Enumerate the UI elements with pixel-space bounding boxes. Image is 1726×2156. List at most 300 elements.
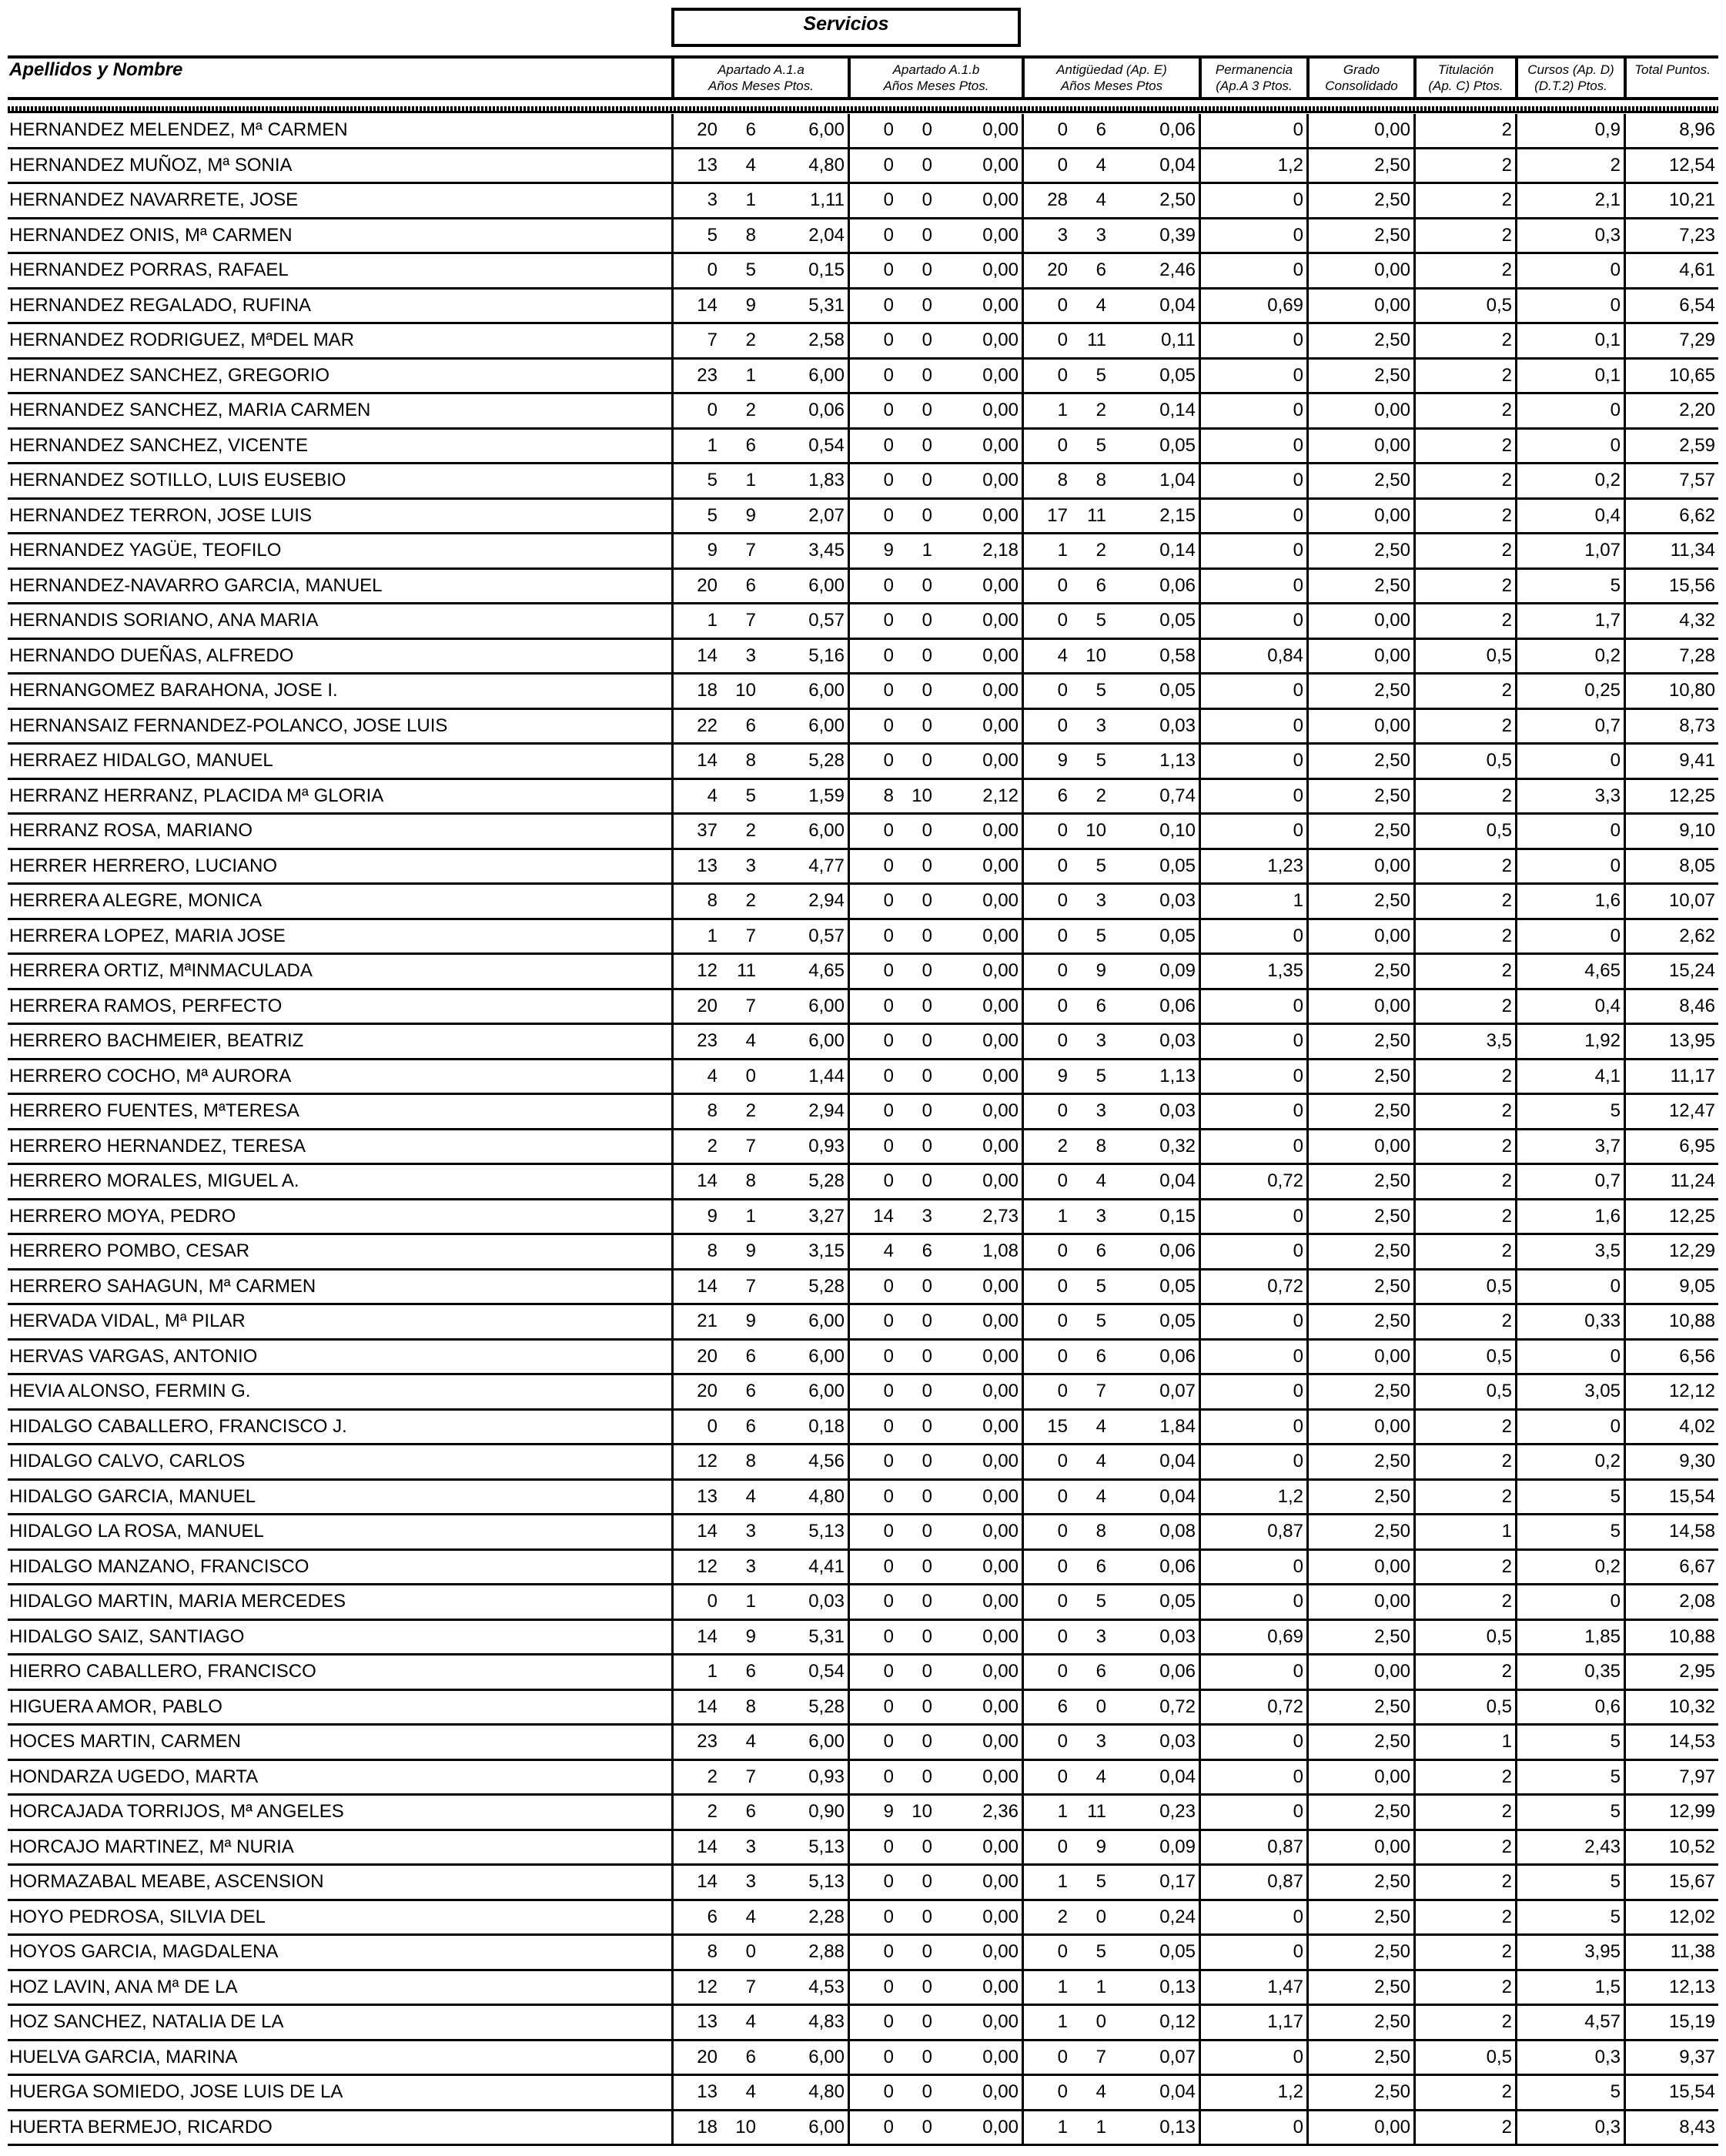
column-divider: [1306, 360, 1309, 393]
header-grado-line2: Consolidado: [1325, 79, 1398, 93]
column-divider: [1306, 430, 1309, 463]
table-row: [8, 1551, 1718, 1586]
cell-a1a-points: 5,28: [808, 1170, 845, 1191]
cell-ant-years: 0: [1057, 1170, 1068, 1191]
cell-a1a-months: 6: [745, 2046, 756, 2067]
cell-grado: 0,00: [1374, 855, 1410, 876]
cell-cursos: 1,5: [1594, 1976, 1621, 1997]
column-divider: [1624, 184, 1626, 217]
cell-ant-years: 4: [1057, 644, 1068, 666]
cell-grado: 0,00: [1374, 925, 1410, 946]
cell-total: 7,97: [1679, 1766, 1715, 1787]
table-row: [8, 464, 1718, 500]
cell-total: 9,10: [1679, 820, 1715, 841]
cell-ant-years: 0: [1057, 1030, 1068, 1051]
cell-permanencia: 0: [1293, 1906, 1303, 1927]
column-divider: [1515, 1025, 1517, 1058]
column-divider: [671, 1726, 674, 1759]
cell-a1a-years: 3: [707, 189, 717, 210]
cell-a1a-months: 2: [745, 1100, 756, 1121]
column-divider: [1022, 1831, 1024, 1864]
header-permanencia: [1202, 59, 1306, 97]
cell-titulacion: 2: [1501, 1801, 1512, 1822]
cell-a1b-months: 0: [922, 330, 932, 350]
column-divider: [671, 1621, 674, 1654]
cell-ant-months: 4: [1095, 1485, 1106, 1507]
column-divider: [1515, 675, 1517, 708]
cell-total: 4,61: [1679, 259, 1715, 280]
cell-grado: 2,50: [1374, 364, 1410, 386]
cell-a1a-years: 1: [707, 610, 717, 631]
cell-cursos: 0: [1610, 1275, 1621, 1297]
header-titulacion: [1417, 59, 1515, 97]
column-divider: [671, 1866, 674, 1899]
column-divider: [1306, 1656, 1309, 1689]
cell-permanencia: 0: [1293, 574, 1303, 596]
header-perm-line1: Permanencia: [1215, 62, 1293, 77]
cell-cursos: 0: [1610, 1345, 1621, 1367]
cell-ant-years: 0: [1057, 2046, 1068, 2067]
cell-ant-points: 0,05: [1159, 1275, 1196, 1297]
cell-a1a-years: 9: [707, 1205, 717, 1227]
cell-ant-points: 0,14: [1159, 540, 1196, 561]
cell-a1a-months: 10: [735, 2116, 756, 2138]
cell-a1b-points: 0,00: [982, 1100, 1019, 1121]
cell-a1a-months: 2: [745, 890, 756, 911]
column-divider: [1413, 394, 1416, 427]
cell-a1a-years: 5: [707, 224, 717, 246]
cell-a1b-years: 0: [883, 224, 894, 246]
column-divider: [1306, 1585, 1309, 1619]
column-divider: [1624, 1901, 1626, 1934]
column-divider: [1199, 1025, 1201, 1058]
cell-total: 6,95: [1679, 1135, 1715, 1157]
cell-a1b-years: 0: [883, 574, 894, 596]
cell-a1b-months: 0: [922, 995, 932, 1016]
cell-ant-years: 0: [1057, 1625, 1068, 1647]
column-divider: [1199, 1621, 1201, 1654]
cell-a1b-points: 0,00: [982, 1415, 1019, 1437]
column-divider: [1624, 745, 1626, 778]
cell-grado: 2,50: [1374, 1205, 1410, 1227]
cell-cursos: 0,2: [1594, 644, 1621, 666]
cell-a1b-years: 0: [883, 1451, 894, 1471]
cell-a1a-points: 2,28: [808, 1906, 845, 1927]
table-row: [8, 500, 1718, 535]
cell-permanencia: 0,84: [1267, 644, 1303, 666]
column-divider: [1624, 1515, 1626, 1548]
cell-total: 11,34: [1670, 540, 1715, 561]
column-divider: [1413, 990, 1416, 1023]
column-divider: [1199, 1375, 1201, 1408]
cell-ant-points: 0,03: [1159, 1731, 1196, 1752]
header-name: Apellidos y Nombre: [9, 59, 183, 80]
column-divider: [1413, 1761, 1416, 1794]
cell-permanencia: 0,72: [1267, 1275, 1303, 1297]
column-divider: [1022, 1270, 1024, 1304]
cell-ant-points: 0,03: [1159, 1030, 1196, 1051]
column-divider: [1306, 2111, 1309, 2144]
column-divider: [1515, 1621, 1517, 1654]
cell-a1a-years: 2: [707, 1801, 717, 1822]
cell-ant-points: 2,50: [1159, 189, 1196, 210]
column-divider: [1413, 675, 1416, 708]
column-divider: [1022, 394, 1024, 427]
cell-permanencia: 0: [1293, 2116, 1303, 2138]
cell-titulacion: 1: [1501, 1731, 1512, 1752]
cell-a1a-months: 6: [745, 574, 756, 596]
table-row: [8, 2111, 1718, 2147]
cell-a1a-years: 4: [707, 785, 717, 806]
cell-titulacion: 2: [1501, 610, 1512, 631]
column-divider: [1306, 1866, 1309, 1899]
column-divider: [1413, 1235, 1416, 1268]
cell-ant-points: 2,15: [1159, 504, 1196, 526]
cell-permanencia: 0: [1293, 1415, 1303, 1437]
cell-ant-months: 5: [1095, 750, 1106, 771]
cell-a1a-months: 6: [745, 434, 756, 456]
cell-a1a-years: 8: [707, 1240, 717, 1261]
cell-a1b-points: 0,00: [982, 1661, 1019, 1682]
column-divider: [1199, 1656, 1201, 1689]
cell-a1b-points: 0,00: [982, 925, 1019, 946]
column-divider: [1022, 2111, 1024, 2144]
cell-a1a-months: 1: [745, 470, 756, 490]
cell-a1a-points: 4,80: [808, 1485, 845, 1507]
column-divider: [1515, 1971, 1517, 2004]
column-divider: [1624, 464, 1626, 497]
cell-a1b-months: 0: [922, 1906, 932, 1927]
cell-a1a-points: 0,03: [808, 1591, 845, 1612]
cell-a1b-points: 0,00: [982, 294, 1019, 316]
cell-a1b-years: 9: [883, 540, 894, 561]
cell-ant-years: 1: [1057, 1205, 1068, 1227]
cell-ant-months: 4: [1095, 1766, 1106, 1787]
cell-total: 12,25: [1668, 1205, 1715, 1227]
column-divider: [1413, 500, 1416, 533]
cell-a1a-months: 6: [745, 715, 756, 736]
cell-a1b-points: 0,00: [982, 2116, 1019, 2138]
column-divider: [1515, 2041, 1517, 2074]
cell-grado: 2,50: [1374, 154, 1410, 176]
cell-a1b-months: 0: [922, 1381, 932, 1401]
column-divider: [1199, 1761, 1201, 1794]
cell-a1a-points: 1,44: [808, 1065, 845, 1086]
cell-a1b-months: 0: [922, 1976, 932, 1997]
cell-name: HERNANDEZ ONIS, Mª CARMEN: [9, 224, 293, 246]
column-divider: [1306, 780, 1309, 813]
cell-a1a-points: 0,06: [808, 400, 845, 420]
cell-a1a-points: 5,13: [808, 1521, 845, 1542]
cell-total: 2,59: [1679, 434, 1715, 456]
cell-a1a-months: 8: [745, 1170, 756, 1191]
cell-grado: 0,00: [1374, 2116, 1410, 2138]
cell-permanencia: 0: [1293, 1766, 1303, 1787]
column-divider: [1413, 1691, 1416, 1724]
column-divider: [1624, 114, 1626, 147]
cell-a1b-years: 0: [883, 855, 894, 876]
cell-name: HIDALGO CABALLERO, FRANCISCO J.: [9, 1415, 347, 1437]
column-divider: [848, 1270, 850, 1304]
column-divider: [848, 1585, 850, 1619]
cell-a1b-points: 0,00: [982, 1625, 1019, 1647]
column-divider: [1199, 1235, 1201, 1268]
column-divider: [1199, 114, 1201, 147]
cell-a1b-points: 0,00: [982, 2011, 1019, 2032]
table-row: [8, 1866, 1718, 1901]
table-row: [8, 360, 1718, 395]
cell-ant-points: 0,74: [1159, 785, 1196, 806]
column-divider: [848, 1656, 850, 1689]
column-divider: [1624, 1936, 1626, 1969]
cell-a1b-points: 0,00: [982, 715, 1019, 736]
cell-titulacion: 2: [1501, 715, 1512, 736]
cell-a1b-years: 0: [883, 1170, 894, 1191]
table-row: [8, 1936, 1718, 1971]
cell-titulacion: 0,5: [1486, 2046, 1512, 2067]
cell-ant-months: 5: [1095, 680, 1106, 701]
cell-grado: 2,50: [1374, 1030, 1410, 1051]
cell-titulacion: 2: [1501, 1766, 1512, 1787]
column-divider: [848, 500, 850, 533]
cell-cursos: 0: [1610, 1415, 1621, 1437]
table-row: [8, 394, 1718, 430]
cell-permanencia: 0: [1293, 1240, 1303, 1261]
column-divider: [1624, 219, 1626, 253]
cell-a1b-months: 0: [922, 1415, 932, 1437]
cell-total: 15,67: [1668, 1871, 1715, 1892]
column-divider: [1199, 324, 1201, 357]
column-divider: [1022, 184, 1024, 217]
column-divider: [1306, 640, 1309, 673]
column-divider: [1022, 1936, 1024, 1969]
cell-a1a-points: 5,31: [808, 294, 845, 316]
column-divider: [1515, 114, 1517, 147]
column-divider: [1413, 2041, 1416, 2074]
cell-a1a-points: 5,28: [808, 1696, 845, 1717]
column-divider: [1022, 675, 1024, 708]
column-divider: [1199, 534, 1201, 567]
cell-ant-years: 0: [1057, 1345, 1068, 1367]
column-divider: [1199, 1200, 1201, 1234]
cell-a1b-years: 0: [883, 1100, 894, 1121]
cell-a1b-years: 0: [883, 644, 894, 666]
column-divider: [1515, 745, 1517, 778]
cell-titulacion: 2: [1501, 1415, 1512, 1437]
cell-permanencia: 1,23: [1267, 855, 1303, 876]
cell-cursos: 5: [1610, 574, 1621, 596]
cell-cursos: 0,7: [1594, 1170, 1621, 1191]
column-divider: [1413, 1656, 1416, 1689]
cell-ant-months: 8: [1095, 470, 1106, 490]
column-divider: [1022, 1585, 1024, 1619]
cell-a1a-months: 8: [745, 224, 756, 246]
cell-a1b-months: 0: [922, 119, 932, 140]
cell-a1a-months: 7: [745, 1275, 756, 1297]
cell-total: 10,32: [1668, 1696, 1715, 1717]
column-divider: [1022, 1515, 1024, 1548]
column-divider: [1624, 1551, 1626, 1584]
column-divider: [848, 604, 850, 638]
column-divider: [671, 604, 674, 638]
cell-a1b-years: 0: [883, 960, 894, 981]
cell-a1a-years: 22: [697, 715, 717, 736]
cell-ant-points: 0,04: [1159, 1451, 1196, 1471]
cell-name: HORMAZABAL MEABE, ASCENSION: [9, 1871, 324, 1892]
header-cursos: [1518, 59, 1624, 97]
column-divider: [848, 570, 850, 603]
cell-permanencia: 0: [1293, 224, 1303, 246]
cell-grado: 2,50: [1374, 820, 1410, 841]
cell-a1b-points: 0,00: [982, 1591, 1019, 1612]
cell-a1b-points: 0,00: [982, 820, 1019, 841]
header-tit-line2: (Ap. C) Ptos.: [1428, 79, 1504, 93]
column-divider: [1022, 885, 1024, 918]
column-divider: [1306, 1411, 1309, 1444]
cell-name: HERNANDEZ-NAVARRO GARCIA, MANUEL: [9, 574, 383, 596]
cell-a1b-years: 0: [883, 1696, 894, 1717]
column-divider: [1413, 955, 1416, 988]
cell-a1b-points: 0,00: [982, 119, 1019, 140]
cell-a1b-points: 0,00: [982, 1696, 1019, 1717]
cell-name: HORCAJO MARTINEZ, Mª NURIA: [9, 1836, 294, 1857]
cell-a1a-months: 5: [745, 785, 756, 806]
column-divider: [1624, 604, 1626, 638]
cell-cursos: 0: [1610, 925, 1621, 946]
cell-cursos: 0,1: [1594, 330, 1621, 350]
cell-total: 14,53: [1668, 1731, 1715, 1752]
column-divider: [1515, 1515, 1517, 1548]
cell-titulacion: 2: [1501, 224, 1512, 246]
header-antiguedad: [1025, 59, 1199, 97]
cell-a1b-years: 0: [883, 1030, 894, 1051]
column-divider: [671, 184, 674, 217]
column-divider: [848, 1901, 850, 1934]
column-divider: [1413, 1095, 1416, 1128]
column-divider: [1199, 184, 1201, 217]
column-divider: [1515, 1656, 1517, 1689]
cell-titulacion: 2: [1501, 1976, 1512, 1997]
cell-a1b-years: 0: [883, 470, 894, 490]
cell-name: HERNANDEZ SANCHEZ, VICENTE: [9, 434, 309, 456]
column-divider: [671, 920, 674, 953]
column-divider: [1199, 815, 1201, 848]
cell-titulacion: 2: [1501, 785, 1512, 806]
column-divider: [1306, 1691, 1309, 1724]
cell-ant-months: 5: [1095, 610, 1106, 631]
cell-ant-months: 9: [1095, 960, 1106, 981]
cell-total: 6,54: [1679, 294, 1715, 316]
column-divider: [848, 464, 850, 497]
column-divider: [1199, 675, 1201, 708]
cell-cursos: 0,4: [1594, 995, 1621, 1016]
cell-permanencia: 1,35: [1267, 960, 1303, 981]
cell-ant-years: 0: [1057, 855, 1068, 876]
column-divider: [1022, 1305, 1024, 1338]
cell-a1b-years: 0: [883, 610, 894, 631]
cell-grado: 0,00: [1374, 259, 1410, 280]
column-divider: [671, 534, 674, 567]
column-divider: [1022, 1761, 1024, 1794]
table-row: [8, 1831, 1718, 1866]
cell-permanencia: 0: [1293, 330, 1303, 350]
cell-cursos: 3,3: [1594, 785, 1621, 806]
cell-a1a-months: 9: [745, 1625, 756, 1647]
cell-ant-points: 0,23: [1159, 1801, 1196, 1822]
cell-cursos: 1,85: [1584, 1625, 1621, 1647]
cell-ant-months: 5: [1095, 1311, 1106, 1331]
column-divider: [848, 710, 850, 743]
cell-a1a-years: 20: [697, 995, 717, 1016]
cell-a1b-points: 0,00: [982, 1451, 1019, 1471]
cell-ant-points: 0,05: [1159, 1591, 1196, 1612]
cell-a1b-points: 0,00: [982, 960, 1019, 981]
column-divider: [848, 184, 850, 217]
cell-a1a-months: 3: [745, 1555, 756, 1577]
cell-ant-points: 0,03: [1159, 890, 1196, 911]
cell-permanencia: 1: [1293, 890, 1303, 911]
table-row: [8, 1445, 1718, 1481]
cell-a1b-years: 0: [883, 1415, 894, 1437]
table-row: [8, 430, 1718, 465]
column-divider: [1199, 1866, 1201, 1899]
cell-total: 12,13: [1668, 1976, 1715, 1997]
column-divider: [1515, 570, 1517, 603]
cell-cursos: 0,9: [1594, 119, 1621, 140]
column-divider: [1515, 1866, 1517, 1899]
cell-a1a-months: 8: [745, 750, 756, 771]
cell-name: HIDALGO MARTIN, MARIA MERCEDES: [9, 1591, 346, 1612]
cell-titulacion: 2: [1501, 330, 1512, 350]
cell-a1a-months: 1: [745, 1205, 756, 1227]
cell-a1a-points: 6,00: [808, 2116, 845, 2138]
cell-total: 13,95: [1668, 1030, 1715, 1051]
column-divider: [1306, 1551, 1309, 1584]
column-divider: [1306, 1200, 1309, 1234]
cell-total: 6,56: [1679, 1345, 1715, 1367]
column-divider: [1022, 990, 1024, 1023]
cell-a1b-months: 0: [922, 1135, 932, 1157]
cell-a1b-months: 0: [922, 1731, 932, 1752]
cell-a1a-months: 7: [745, 1766, 756, 1787]
cell-ant-years: 0: [1057, 574, 1068, 596]
cell-name: HERNANDEZ MELENDEZ, Mª CARMEN: [9, 119, 348, 140]
cell-grado: 0,00: [1374, 434, 1410, 456]
column-divider: [1306, 1831, 1309, 1864]
cell-a1a-months: 11: [737, 960, 756, 981]
cell-permanencia: 0,69: [1267, 294, 1303, 316]
table-row: [8, 1515, 1718, 1551]
cell-ant-months: 6: [1095, 1555, 1106, 1577]
column-divider: [1413, 1305, 1416, 1338]
cell-a1a-months: 7: [745, 540, 756, 561]
cell-grado: 0,00: [1374, 1766, 1410, 1787]
cell-a1b-months: 0: [922, 364, 932, 386]
cell-grado: 0,00: [1374, 400, 1410, 420]
column-divider: [1624, 149, 1626, 182]
column-divider: [848, 1796, 850, 1829]
table-row: [8, 254, 1718, 290]
column-divider: [848, 1726, 850, 1759]
cell-a1a-months: 6: [745, 1661, 756, 1682]
cell-ant-months: 9: [1095, 1836, 1106, 1857]
cell-a1b-months: 0: [922, 1275, 932, 1297]
cell-a1b-years: 0: [883, 364, 894, 386]
column-divider: [1022, 850, 1024, 883]
cell-name: HUELVA GARCIA, MARINA: [9, 2046, 238, 2067]
cell-cursos: 2,1: [1594, 189, 1621, 210]
column-divider: [1413, 1375, 1416, 1408]
